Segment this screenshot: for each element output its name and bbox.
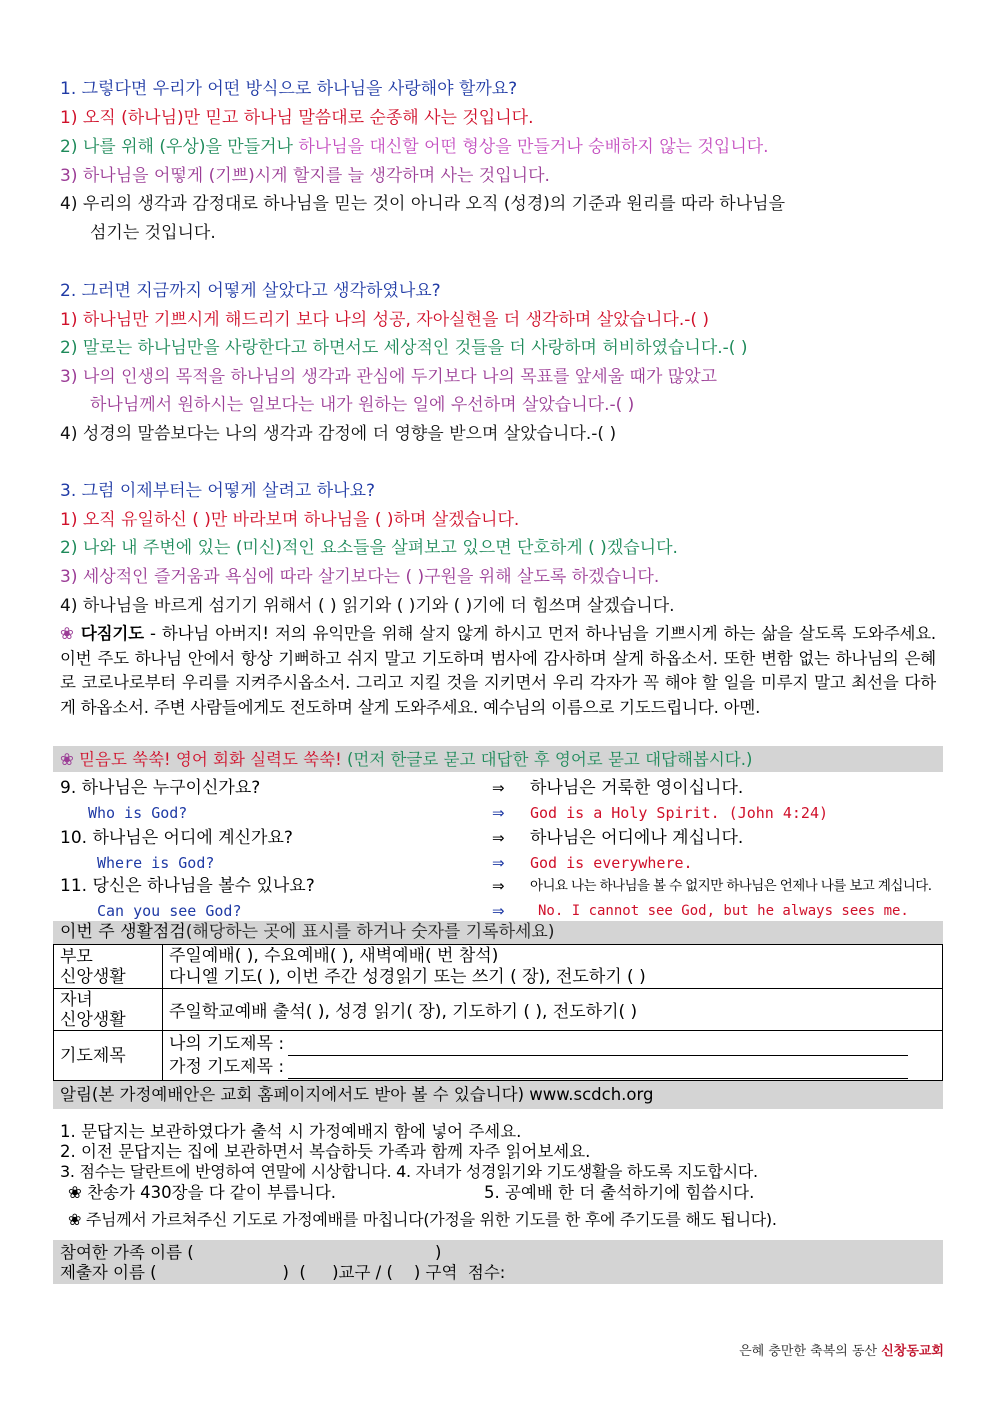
arrow-icon: ⇒ — [492, 854, 505, 872]
notice-closing — [68, 1209, 777, 1230]
notice-item5: 5. 공예배 한 더 출석하기에 힘씁시다. — [484, 1183, 755, 1202]
section2-answer2: 2) 말로는 하나님만을 사랑한다고 하면서도 세상적인 것들을 더 사랑하며 허비하였습니다.-( ) — [60, 338, 748, 358]
section3-answer4: 4) 하나님을 바르게 섬기기 위해서 ( ) 읽기와 ( )기와 ( )기에 더 힘쓰며 살겠습니다. — [60, 596, 675, 616]
section1-answer4-line1: 4) 우리의 생각과 감정대로 하나님을 믿는 것이 아니라 오직 (성경)의 기준과 원리를 따라 하나님을 — [60, 194, 785, 214]
prayer-topic-label: 기도제목 — [54, 1031, 163, 1081]
my-prayer-label: 나의 기도제목 : — [169, 1033, 285, 1054]
family-names-field[interactable]: 참여한 가족 이름 ( ) — [60, 1243, 442, 1262]
footer — [739, 1340, 944, 1359]
church-name: 신창동교회 — [881, 1344, 944, 1359]
section3-question: 3. 그럼 이제부터는 어떻게 살려고 하나요? — [60, 481, 376, 501]
section3-answer3: 3) 세상적인 즐거움과 욕심에 따라 살기보다는 ( )구원을 위해 살도록 하겠습니다. — [60, 567, 660, 587]
arrow-icon: ⇒ — [492, 877, 505, 895]
submitter-field[interactable]: 제출자 이름 ( ) ( )교구 / ( ) 구역 점수: — [60, 1263, 506, 1282]
english-section-header — [60, 748, 752, 772]
section2-answer1: 1) 하나님만 기쁘시게 해드리기 보다 나의 성공, 자아실현을 더 생각하며 살았습니다.-( ) — [60, 310, 710, 330]
section2-answer4: 4) 성경의 말씀보다는 나의 생각과 감정에 더 영향을 받으며 살았습니다.-( ) — [60, 424, 617, 444]
qa9-question-en: Who is God? — [88, 804, 188, 822]
notice-item1: 1. 문답지는 보관하였다가 출석 시 가정예배지 함에 넣어 주세요. — [60, 1122, 522, 1141]
weekly-check-subtitle: (해당하는 곳에 표시를 하거나 숫자를 기록하세요) — [185, 922, 555, 942]
section3-answer2: 2) 나와 내 주변에 있는 (미신)적인 요소들을 살펴보고 있으면 단호하게 ( )겠습니다. — [60, 538, 678, 558]
footer-slogan: 은혜 충만한 축복의 동산 — [739, 1344, 882, 1359]
arrow-icon: ⇒ — [492, 829, 505, 847]
flower-icon: ❀ — [60, 624, 75, 643]
family-prayer-field[interactable] — [169, 1056, 936, 1079]
section1-answer1: 1) 오직 (하나님)만 믿고 하나님 말씀대로 순종해 사는 것입니다. — [60, 108, 534, 128]
qa9-question-ko: 9. 하나님은 누구이신가요? — [60, 778, 261, 798]
notice-closing-main: ❀ 주님께서 가르쳐주신 기도로 가정예배를 마칩니다 — [68, 1210, 424, 1229]
qa9-answer-ko: 하나님은 거룩한 영이십니다. — [530, 778, 744, 798]
notice-text: (본 가정예배안은 교회 홈페이지에서도 받아 볼 수 있습니다) www.scdch.org — [91, 1085, 654, 1104]
qa11-question-en: Can you see God? — [97, 902, 242, 920]
family-prayer-line[interactable] — [288, 1061, 908, 1079]
notice-hymn: ❀ 찬송가 430장을 다 같이 부릅니다. — [68, 1183, 337, 1202]
weekly-check-title: 이번 주 생활점검 — [60, 922, 186, 942]
family-prayer-label: 가정 기도제목 : — [169, 1056, 285, 1077]
section3-answer1: 1) 오직 유일하신 ( )만 바라보며 하나님을 ( )하며 살겠습니다. — [60, 510, 520, 530]
commitment-prayer-title: 다짐기도 — [80, 624, 144, 643]
section1-answer4-line2: 섬기는 것입니다. — [90, 223, 216, 243]
parent-checklist — [163, 945, 943, 989]
qa10-question-en: Where is God? — [97, 854, 215, 872]
my-prayer-field[interactable] — [169, 1033, 936, 1056]
flower-icon: ❀ — [60, 750, 74, 769]
qa10-answer-en: God is everywhere. — [530, 854, 693, 872]
weekly-check-table — [53, 944, 943, 1081]
qa11-answer-en: No. I cannot see God, but he always sees me. — [538, 903, 909, 919]
english-section-title: 믿음도 쑥쑥! 영어 회화 실력도 쑥쑥! — [79, 750, 342, 769]
prayer-topic-fields — [163, 1031, 943, 1081]
notice-header — [60, 1083, 653, 1107]
child-checklist[interactable]: 주일학교예배 출석( ), 성경 읽기( 장), 기도하기 ( ), 전도하기( ) — [163, 989, 943, 1031]
commitment-prayer-text: - 하나님 아버지! 저의 유익만을 위해 살지 않게 하시고 먼저 하나님을 기쁘시게 하는 삶을 살도록 도와주세요. 이번 주도 하나님 안에서 항상 기뻐하고 쉬지 말고 기도하며 범사에 감사하며 살게 하옵소서. 또한 변함 없는 하나님의 은혜로 코로나로부터 우리를 지켜주시옵소서. 그리고 지킬 것을 지키면서 우리 각자가 꼭 해야 할 일을 미루지 말고 최선을 다하게 하옵소서. 주변 사람들에게도 전도하며 살게 도와주세요. 예수님의 이름으로 기도드립니다. 아멘. — [60, 624, 936, 717]
qa10-question-ko: 10. 하나님은 어디에 계신가요? — [60, 828, 293, 848]
my-prayer-line[interactable] — [288, 1038, 908, 1056]
parent-checklist-line1[interactable]: 주일예배( ), 수요예배( ), 새벽예배( 번 참석) — [169, 945, 499, 966]
section1-answer2-part1: 2) 나를 위해 (우상)을 만들거나 — [60, 137, 299, 157]
section2-answer3-line2: 하나님께서 원하시는 일보다는 내가 원하는 일에 우선하며 살았습니다.-( ) — [90, 395, 635, 415]
section1-answer2 — [60, 135, 769, 159]
section1-answer2-part2: 하나님을 대신할 어떤 형상을 만들거나 숭배하지 않는 것입니다. — [298, 137, 769, 157]
notice-item3: 3. 점수는 달란트에 반영하여 연말에 시상합니다. 4. 자녀가 성경읽기와 기도생활을 하도록 지도합시다. — [60, 1162, 758, 1181]
prayer-topic-row — [54, 1031, 943, 1081]
arrow-icon: ⇒ — [492, 804, 505, 822]
arrow-icon: ⇒ — [492, 902, 505, 920]
qa11-answer-ko: 아니요 나는 하나님을 볼 수 없지만 하나님은 언제나 나를 보고 계십니다. — [530, 878, 932, 894]
parent-checklist-line2[interactable]: 다니엘 기도( ), 이번 주간 성경읽기 또는 쓰기 ( 장), 전도하기 ( ) — [169, 966, 646, 987]
commitment-prayer — [60, 622, 936, 720]
arrow-icon: ⇒ — [492, 779, 505, 797]
qa11-question-ko: 11. 당신은 하나님을 볼수 있나요? — [60, 876, 315, 896]
parent-row — [54, 945, 943, 989]
notice-title: 알림 — [60, 1085, 92, 1104]
weekly-check-header — [60, 921, 555, 944]
notice-item2: 2. 이전 문답지는 집에 보관하면서 복습하듯 가족과 함께 자주 읽어보세요. — [60, 1142, 591, 1161]
section1-answer3: 3) 하나님을 어떻게 (기쁘)시게 할지를 늘 생각하며 사는 것입니다. — [60, 166, 550, 186]
qa9-answer-en: God is a Holy Spirit. (John 4:24) — [530, 804, 829, 822]
notice-closing-note: (가정을 위한 기도를 한 후에 주기도를 해도 됩니다). — [423, 1210, 777, 1229]
english-section-subtitle: (먼저 한글로 묻고 대답한 후 영어로 묻고 대답해봅시다.) — [346, 750, 753, 769]
child-row — [54, 989, 943, 1031]
child-label: 자녀 신앙생활 — [54, 989, 163, 1031]
section1-question: 1. 그렇다면 우리가 어떤 방식으로 하나님을 사랑해야 할까요? — [60, 79, 518, 99]
section2-answer3-line1: 3) 나의 인생의 목적을 하나님의 생각과 관심에 두기보다 나의 목표를 앞세울 때가 많았고 — [60, 367, 718, 387]
qa10-answer-ko: 하나님은 어디에나 계십니다. — [530, 828, 744, 848]
parent-label: 부모 신앙생활 — [54, 945, 163, 989]
section2-question: 2. 그러면 지금까지 어떻게 살았다고 생각하였나요? — [60, 281, 441, 301]
